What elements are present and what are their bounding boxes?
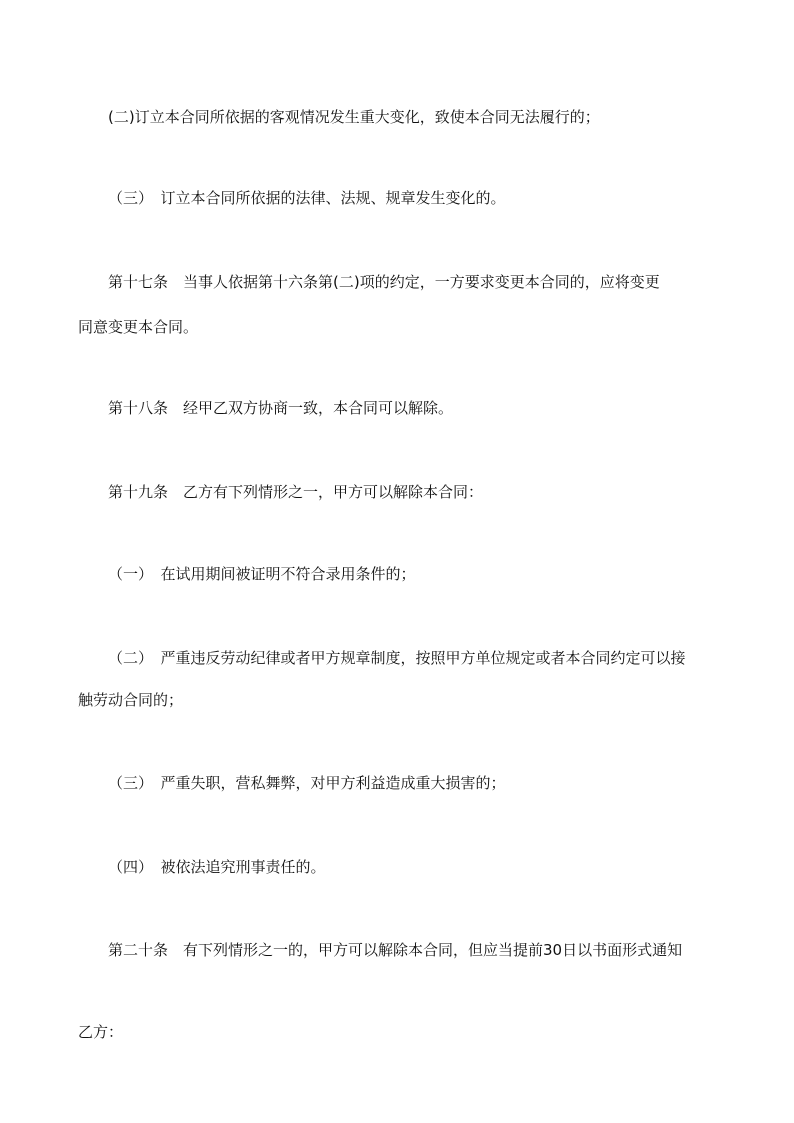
article-20-line-2: 乙方： — [78, 1023, 124, 1041]
article-17-line-1: 第十七条 当事人依据第十六条第(二)项的约定，一方要求变更本合同的，应将变更 — [108, 273, 660, 291]
paragraph-line: (二)订立本合同所依据的客观情况发生重大变化，致使本合同无法履行的； — [108, 108, 600, 126]
article-17-line-2: 同意变更本合同。 — [78, 318, 199, 336]
article-19-item-2-line-1: （二） 严重违反劳动纪律或者甲方规章制度，按照甲方单位规定或者本合同约定可以接 — [108, 649, 686, 667]
paragraph-line: （三） 订立本合同所依据的法律、法规、规章发生变化的。 — [108, 189, 506, 207]
article-20-line-1: 第二十条 有下列情形之一的，甲方可以解除本合同，但应当提前30日以书面形式通知 — [108, 941, 683, 959]
article-19-item-4: （四） 被依法追究刑事责任的。 — [108, 858, 326, 876]
article-19: 第十九条 乙方有下列情形之一，甲方可以解除本合同： — [108, 483, 484, 501]
article-19-item-2-line-2: 触劳动合同的； — [78, 691, 184, 709]
article-19-item-1: （一） 在试用期间被证明不符合录用条件的； — [108, 565, 416, 583]
article-18: 第十八条 经甲乙双方协商一致，本合同可以解除。 — [108, 399, 454, 417]
article-19-item-3: （三） 严重失职，营私舞弊，对甲方利益造成重大损害的； — [108, 774, 506, 792]
